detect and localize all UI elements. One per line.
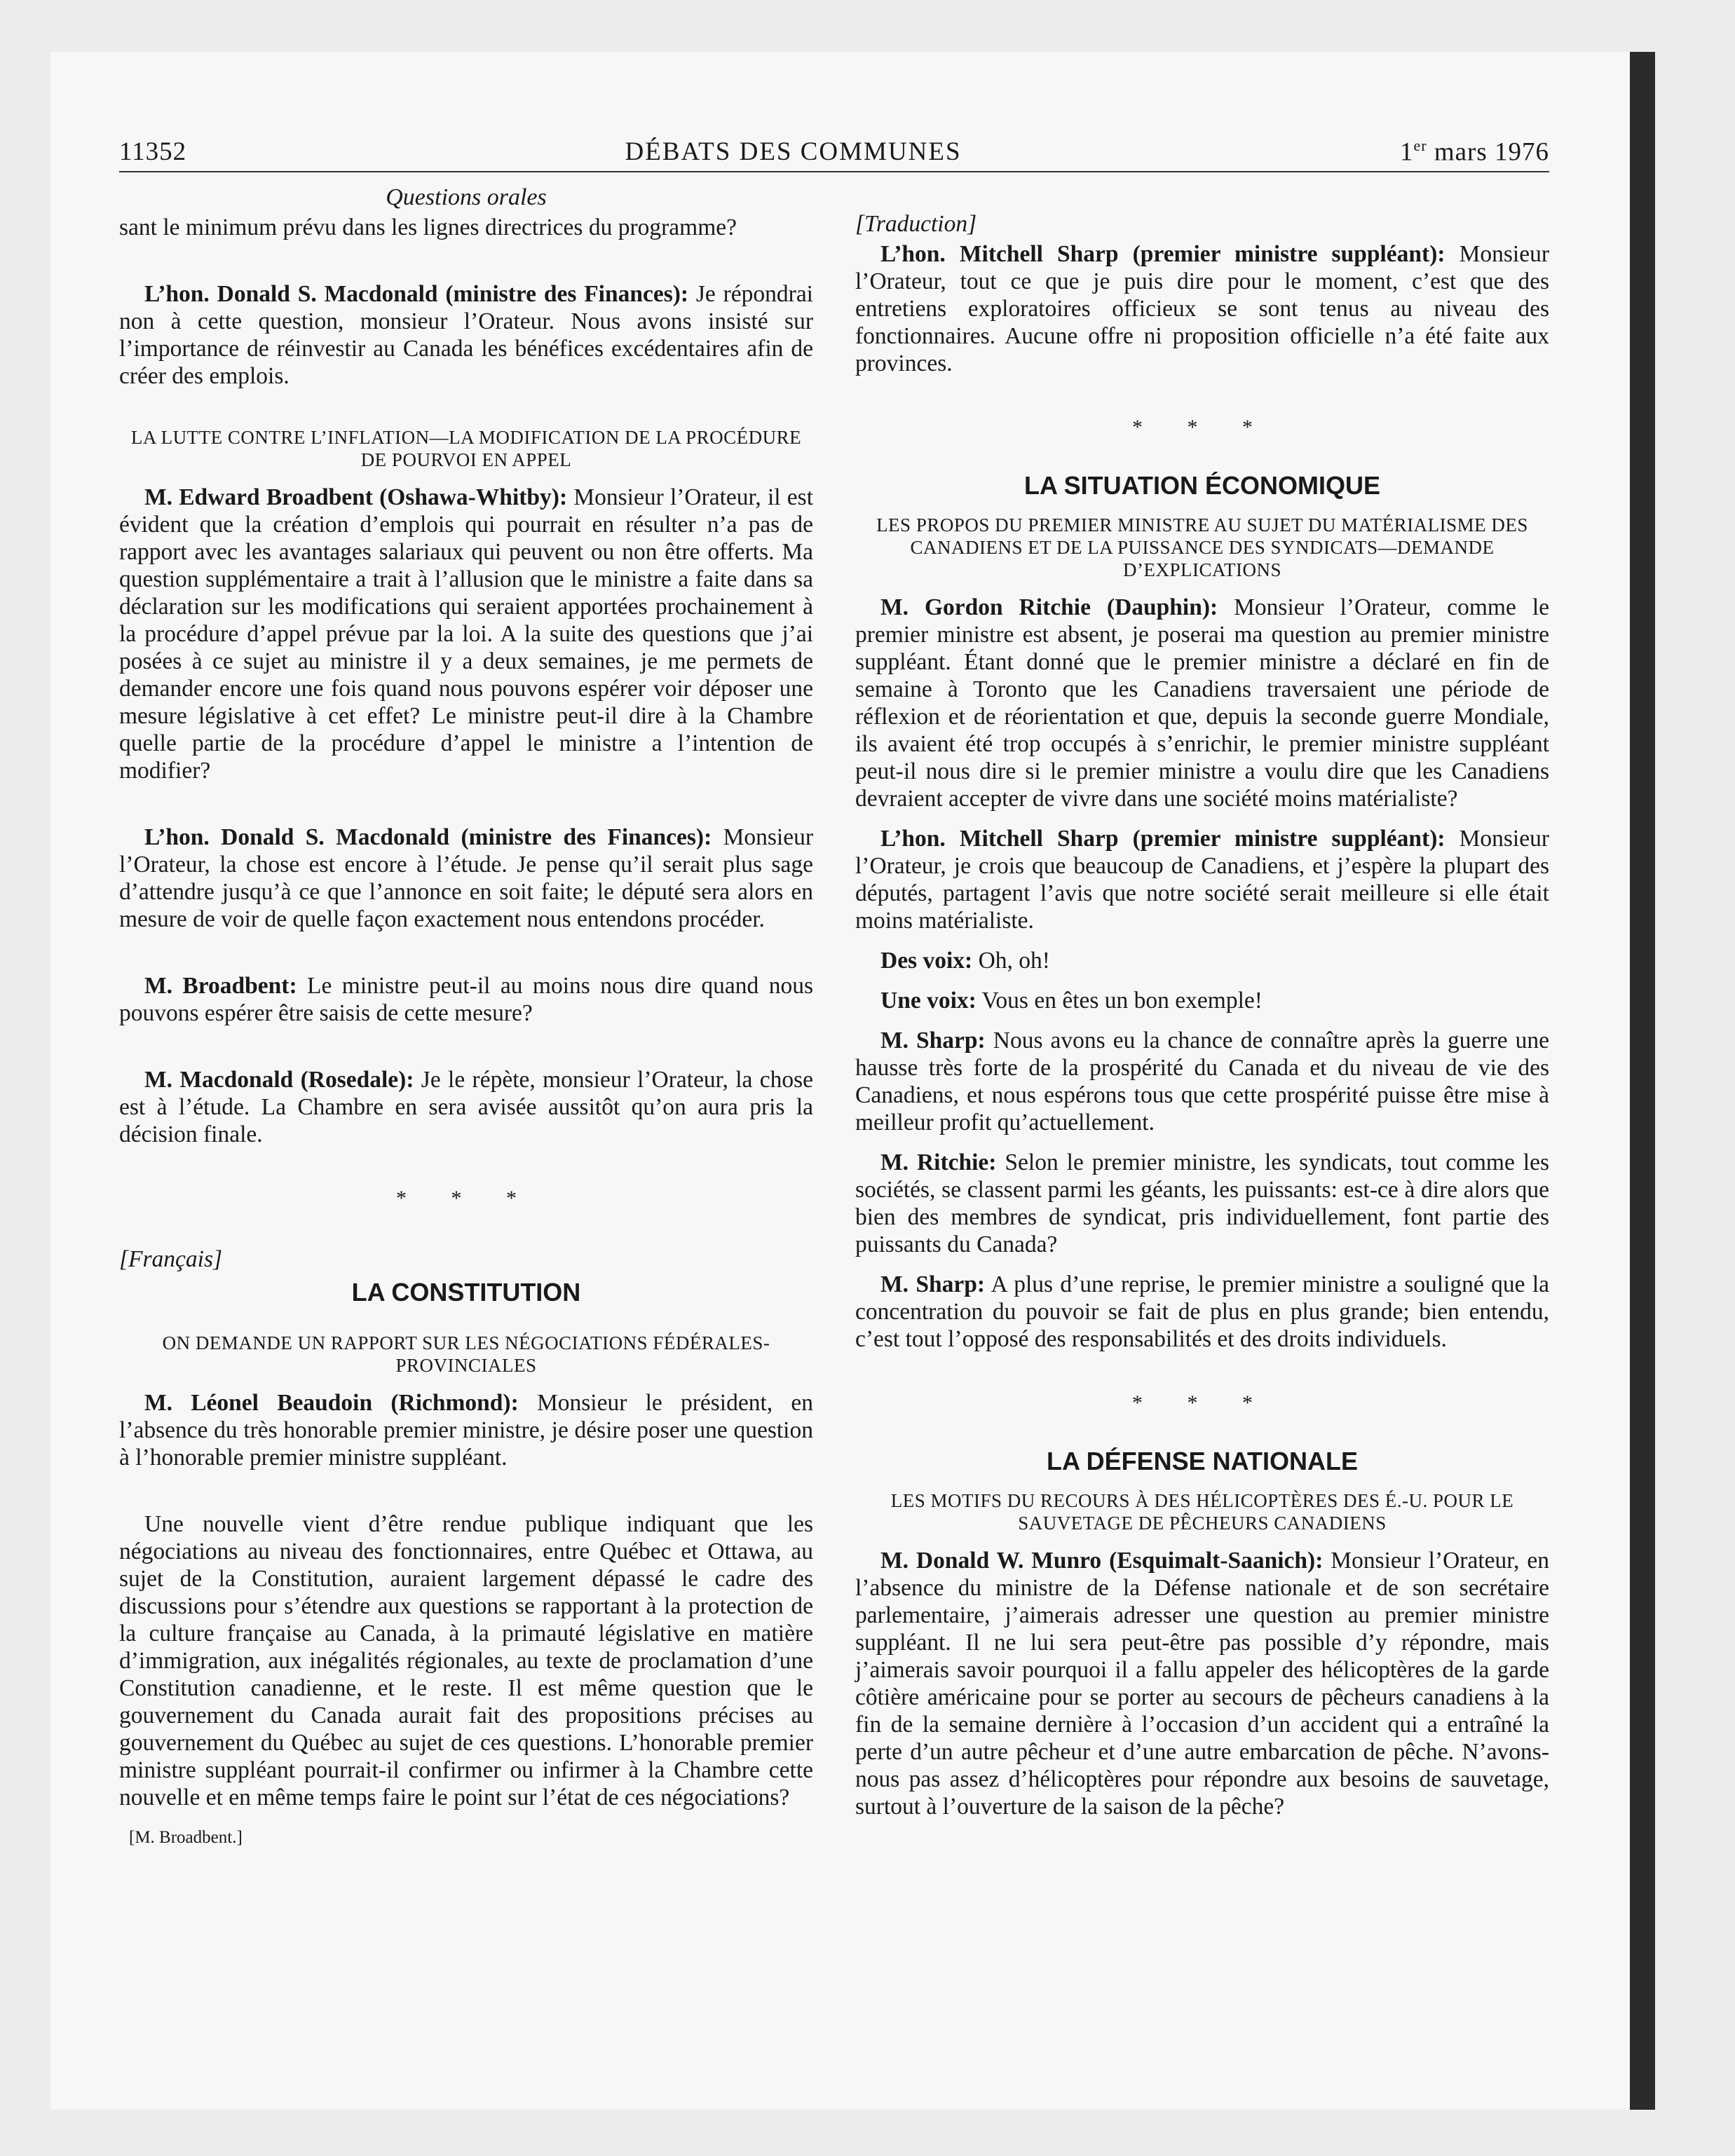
- paragraph: [119, 1066, 813, 1148]
- speech-text: Vous en êtes un bon exemple!: [976, 988, 1263, 1014]
- speaker-name: M. Sharp:: [880, 1028, 986, 1054]
- paragraph: [855, 1271, 1549, 1353]
- speech-text: Nous avons eu la chance de connaître après la guerre une hausse très forte de la prospérité du Canada et du niveau de vie des Canadiens, et nous espérons tous que cette prospérité puisse être mise à meilleur profit qu’actuellement.: [855, 1028, 1549, 1136]
- speech-text: Monsieur le président, en l’absence du très honorable premier ministre, je désire poser une question à l’honorable premier ministre suppléant.: [119, 1390, 813, 1471]
- speech-text: Oh, oh!: [972, 948, 1050, 974]
- page-number: 11352: [119, 137, 187, 167]
- paragraph: [119, 824, 813, 933]
- speaker-name: L’hon. Donald S. Macdonald (ministre des Finances):: [144, 824, 712, 851]
- speech-text: A plus d’une reprise, le premier ministre a souligné que la concentration du pouvoir se fait de plus en plus grande; bien entendu, c’est tout l’opposé des responsabilités et des droits individuels.: [855, 1271, 1549, 1353]
- paragraph: [855, 947, 1549, 974]
- speech-text: Monsieur l’Orateur, je crois que beaucoup de Canadiens, et j’espère la plupart des députés, partagent l’avis que notre société serait meilleure si elle était moins matérialiste.: [855, 826, 1550, 934]
- speech-text: Selon le premier ministre, les syndicats, tout comme les sociétés, se classent parmi les géants, les puissants: est-ce à dire alors que bien des membres de syndicat, pris individuellement, font partie des puissants du Canada?: [855, 1149, 1549, 1258]
- paragraph: [855, 1027, 1549, 1136]
- section-title: LA CONSTITUTION: [351, 1278, 581, 1307]
- speech-text: Je le répète, monsieur l’Orateur, la chose est à l’étude. La Chambre en sera avisée aussitôt qu’on aura pris la décision finale.: [119, 1067, 813, 1148]
- paragraph: [119, 972, 813, 1027]
- paragraph: [119, 280, 813, 390]
- paragraph: [119, 1389, 813, 1471]
- section-separator: * * *: [1132, 416, 1272, 439]
- speaker-name: Des voix:: [880, 948, 973, 974]
- scan-margin-bottom: [0, 2110, 1735, 2156]
- language-note: [Traduction]: [855, 211, 977, 238]
- two-column-body: [119, 184, 1549, 1851]
- speaker-name: M. Léonel Beaudoin (Richmond):: [144, 1390, 519, 1417]
- paragraph: [855, 987, 1549, 1014]
- speech-text: Je répondrai non à cette question, monsieur l’Orateur. Nous avons insisté sur l’importance de réinvestir au Canada les bénéfices excédentaires afin de créer des emplois.: [119, 281, 813, 390]
- speech-text: Monsieur l’Orateur, il est évident que la création d’emplois qui pourrait en résulter n’a pas de rapport avec les avantages salariaux qui peuvent ou non être offerts. Ma question supplémentaire a trait à l’allusion que le ministre a faite dans sa déclaration sur les modifications qui seraient apportées prochainement à la procédure d’appel prévue par la loi. A la suite des questions que j’ai posées à ce sujet au ministre il y a deux semaines, je me permets de demander encore une fois quand nous pouvons espérer voir déposer une mesure législative à cet effet? Le ministre peut-il dire à la Chambre quelle partie de la procédure d’appel le ministre a l’intention de modifier?: [119, 484, 813, 784]
- speaker-name: M. Sharp:: [880, 1271, 986, 1298]
- speaker-name: M. Ritchie:: [880, 1149, 997, 1176]
- section-separator: * * *: [396, 1187, 536, 1210]
- scan-margin-top: [0, 0, 1735, 52]
- speaker-name: M. Gordon Ritchie (Dauphin):: [880, 594, 1218, 621]
- speech-text: Monsieur l’Orateur, la chose est encore à l’étude. Je pense qu’il serait plus sage d’attendre jusqu’à ce que l’annonce en soit faite; le député sera alors en mesure de voir de quelle façon exactement nous entendons procéder.: [119, 824, 814, 933]
- paragraph: Une nouvelle vient d’être rendue publique indiquant que les négociations au niveau des fonctionnaires, entre Québec et Ottawa, au sujet de la Constitution, auraient largement dépassé le cadre des discussions pour s’étendre aux questions se rapportant à la protection de la culture française au Canada, à la primauté législative en matière d’immigration, aux inégalités régionales, au texte de proclamation d’une Constitution canadienne, et le reste. Il est même question que le gouvernement du Canada aurait fait des propositions précises au gouvernement du Québec au sujet de ces questions. L’honorable premier ministre suppléant pourrait-il confirmer ou infirmer à la Chambre cette nouvelle et en même temps faire le point sur l’état de ces négociations?: [119, 1511, 813, 1811]
- scan-margin-left: [0, 0, 50, 2156]
- speaker-name: M. Edward Broadbent (Oshawa-Whitby):: [144, 484, 568, 511]
- running-head: Questions orales: [386, 184, 547, 211]
- speaker-name: Une voix:: [880, 988, 977, 1014]
- scan-margin-right: [1655, 0, 1735, 2156]
- date-day: 1: [1399, 137, 1414, 167]
- footnote: [M. Broadbent.]: [129, 1828, 243, 1848]
- subheading: ON DEMANDE UN RAPPORT SUR LES NÉGOCIATIONS FÉDÉRALES-PROVINCIALES: [162, 1332, 770, 1377]
- paragraph: [855, 1149, 1549, 1258]
- speech-text: Le ministre peut-il au moins nous dire quand nous pouvons espérer être saisis de cette mesure?: [119, 973, 813, 1027]
- section-title: LA DÉFENSE NATIONALE: [1046, 1447, 1358, 1476]
- section-title: LA SITUATION ÉCONOMIQUE: [1024, 471, 1380, 500]
- language-note: [Français]: [119, 1246, 223, 1273]
- date-month-year: mars 1976: [1427, 137, 1549, 167]
- hansard-page: [119, 137, 1549, 1851]
- subheading: LA LUTTE CONTRE L’INFLATION—LA MODIFICATION DE LA PROCÉDURE DE POURVOI EN APPEL: [130, 427, 802, 471]
- publication-title: DÉBATS DES COMMUNES: [625, 137, 962, 167]
- section-separator: * * *: [1132, 1391, 1272, 1415]
- speaker-name: M. Donald W. Munro (Esquimalt-Saanich):: [880, 1548, 1324, 1574]
- date-superscript: er: [1413, 137, 1427, 154]
- left-column: [119, 184, 813, 1851]
- scan-binding-bar: [1630, 52, 1655, 2110]
- speaker-name: M. Macdonald (Rosedale):: [144, 1067, 414, 1093]
- page-date: [1400, 137, 1549, 167]
- subheading: LES MOTIFS DU RECOURS À DES HÉLICOPTÈRES DES É.-U. POUR LE SAUVETAGE DE PÊCHEURS CANADIENS: [890, 1490, 1514, 1534]
- page-header: [119, 137, 1549, 172]
- paragraph: [855, 825, 1549, 934]
- speaker-name: L’hon. Donald S. Macdonald (ministre des Finances):: [144, 281, 689, 308]
- speaker-name: L’hon. Mitchell Sharp (premier ministre suppléant):: [880, 241, 1445, 268]
- paragraph: [855, 240, 1549, 377]
- subheading: LES PROPOS DU PREMIER MINISTRE AU SUJET DU MATÉRIALISME DES CANADIENS ET DE LA PUISSANCE DES SYNDICATS—DEMANDE D’EXPLICATIONS: [876, 514, 1528, 581]
- right-column: [855, 184, 1549, 1851]
- paragraph: [119, 484, 813, 784]
- speech-text: Monsieur l’Orateur, en l’absence du ministre de la Défense nationale et de son secrétaire parlementaire, j’aimerais adresser une question au premier ministre suppléant. Il ne lui sera peut-être pas possible d’y répondre, mais j’aimerais savoir pourquoi il a fallu appeler des hélicoptères de la garde côtière américaine pour se porter au secours de pêcheurs canadiens à la fin de la semaine dernière à l’occasion d’un accident qui a entraîné la perte d’un autre pêcheur et d’une autre embarcation de pêche. N’avons-nous pas assez d’hélicoptères pour répondre aux besoins de sauvetage, surtout à l’ouverture de la saison de la pêche?: [855, 1548, 1549, 1820]
- speech-text: Monsieur l’Orateur, comme le premier ministre est absent, je poserai ma question au premier ministre suppléant. Étant donné que le premier ministre a déclaré en fin de semaine à Toronto que les Canadiens traversaient une période de réflexion et de réorientation et que, depuis la seconde guerre Mondiale, ils avaient été trop occupés à s’enrichir, le premier ministre suppléant peut-il nous dire si le premier ministre a voulu dire que les Canadiens devraient accepter de vivre dans une société moins matérialiste?: [855, 594, 1549, 812]
- speaker-name: M. Broadbent:: [144, 973, 297, 999]
- speaker-name: L’hon. Mitchell Sharp (premier ministre suppléant):: [880, 826, 1445, 852]
- paragraph: [855, 1547, 1549, 1820]
- paragraph: [855, 594, 1549, 812]
- paragraph: sant le minimum prévu dans les lignes directrices du programme?: [119, 214, 737, 241]
- speech-text: Monsieur l’Orateur, tout ce que je puis dire pour le moment, c’est que des entretiens exploratoires officieux se sont tenus au niveau des fonctionnaires. Aucune offre ni proposition officielle n’a été faite aux provinces.: [855, 241, 1550, 377]
